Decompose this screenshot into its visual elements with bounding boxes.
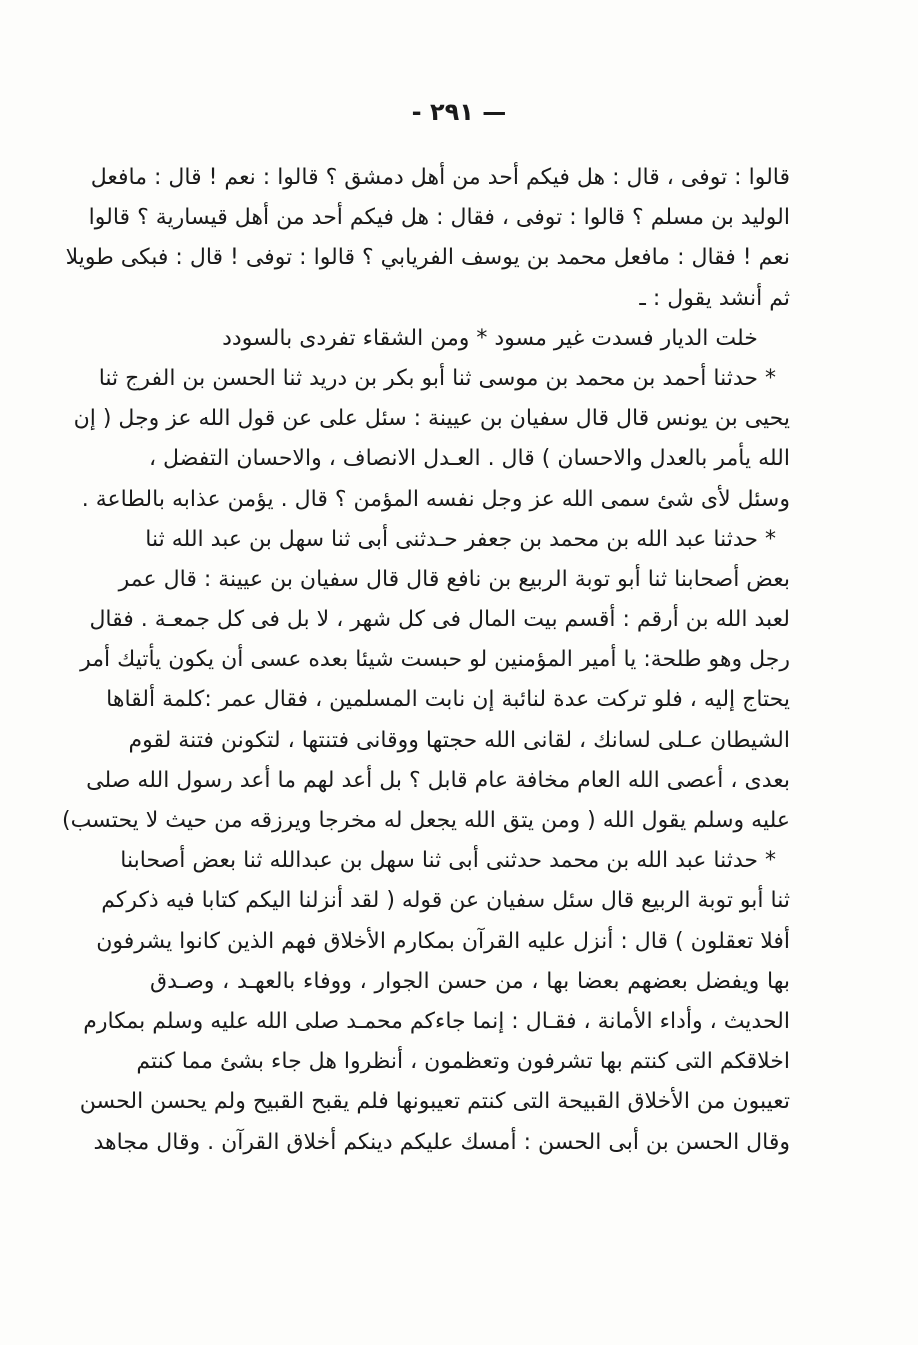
text-line: بعدى ، أعصى الله العام مخافة عام قابل ؟ بل أعد لهم ما أعد رسول الله صلى (86, 767, 790, 793)
text-line: ثم أنشد يقول : ـ (639, 285, 790, 311)
text-line: تعيبون من الأخلاق القبيحة التى كنتم تعيبونها فلم يقبح القبيح ولم يحسن الحسن (79, 1089, 790, 1115)
arabic-text-block (62, 158, 790, 1163)
text-line: بها ويفضل بعضهم بعضا بها ، من حسن الجوار ، ووفاء بالعهـد ، وصـدق (150, 968, 790, 994)
text-line: بعض أصحابنا ثنا أبو توبة الربيع بن نافع قال قال سفيان بن عيينة : قال عمر (118, 566, 790, 592)
text-line: رجل وهو طلحة: يا أمير المؤمنين لو حبست شيئا بعده عسى أن يكون يأتيك أمر (80, 647, 790, 673)
text-line: خلت الديار فسدت غير مسود * ومن الشقاء تفردى بالسودد (222, 325, 758, 351)
text-line: لعبد الله بن أرقم : أقسم بيت المال فى كل شهر ، لا بل فى كل جمعـة . فقال (89, 607, 790, 633)
text-line: نعم ! فقال : مافعل محمد بن يوسف الفريابي ؟ قالوا : توفى ! قال : فبكى طويلا (65, 245, 790, 271)
text-line: اخلاقكم التى كنتم بها تشرفون وتعظمون ، أنظروا هل جاء بشئ مما كنتم (136, 1049, 790, 1075)
text-line: يحيى بن يونس قال قال سفيان بن عيينة : سئل على عن قول الله عز وجل ( إن (73, 406, 790, 432)
text-line: الشيطان عـلى لسانك ، لقانى الله حجتها ووقانى فتنتها ، لتكونن فتنة لقوم (128, 727, 790, 753)
text-line: * حدثنا عبد الله بن محمد حدثنى أبى ثنا سهل بن عبدالله ثنا بعض أصحابنا (120, 848, 776, 874)
text-line: يحتاج إليه ، فلو تركت عدة لنائبة إن نابت المسلمين ، فقال عمر :كلمة ألقاها (106, 687, 790, 713)
text-line: الحديث ، وأداء الأمانة ، فقـال : إنما جاءكم محمـد صلى الله عليه وسلم بمكارم (83, 1008, 790, 1034)
page-number: — ٢٩١ - (411, 98, 507, 126)
text-line: الوليد بن مسلم ؟ قالوا : توفى ، فقال : هل فيكم أحد من أهل قيسارية ؟ قالوا (88, 205, 790, 231)
text-line: وقال الحسن بن أبى الحسن : أمسك عليكم دينكم أخلاق القرآن . وقال مجاهد (93, 1129, 790, 1155)
text-line: * حدثنا أحمد بن محمد بن موسى ثنا أبو بكر بن دريد ثنا الحسن بن الفرج ثنا (98, 365, 776, 391)
text-line: قالوا : توفى ، قال : هل فيكم أحد من أهل دمشق ؟ قالوا : نعم ! قال : مافعل (90, 165, 790, 190)
text-line: ثنا أبو توبة الربيع قال سئل سفيان عن قوله ( لقد أنزلنا اليكم كتابا فيه ذكركم (101, 888, 790, 914)
text-line: * حدثنا عبد الله بن محمد بن جعفر حـدثنى أبى ثنا سهل بن عبد الله ثنا (145, 526, 776, 552)
text-line: عليه وسلم يقول الله ( ومن يتق الله يجعل له مخرجا ويرزقه من حيث لا يحتسب) (62, 808, 790, 833)
text-line: أفلا تعقلون ) قال : أنزل عليه القرآن بمكارم الأخلاق فهم الذين كانوا يشرفون (96, 928, 790, 954)
text-line: الله يأمر بالعدل والاحسان ) قال . العـدل الانصاف ، والاحسان التفضل ، (148, 446, 790, 472)
text-line: وسئل لأى شئ سمى الله عز وجل نفسه المؤمن ؟ قال . يؤمن عذابه بالطاعة . (81, 486, 790, 512)
